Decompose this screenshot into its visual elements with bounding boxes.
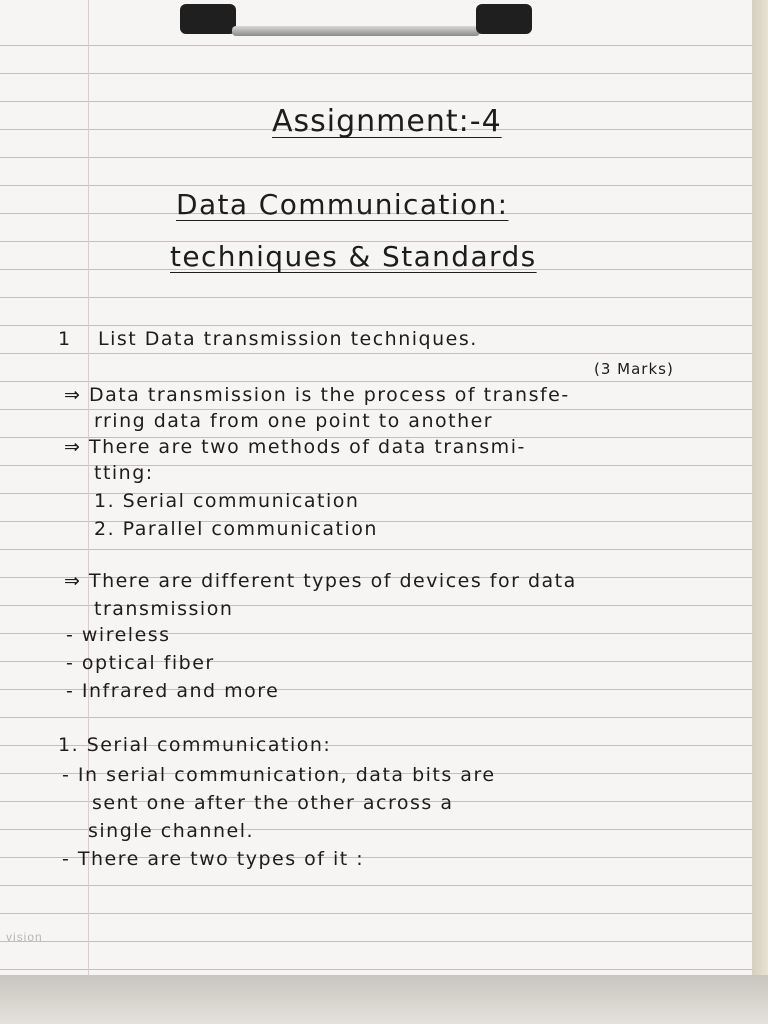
note-line: ⇒ There are two methods of data transmi- xyxy=(64,436,526,458)
clip-bar xyxy=(232,26,480,36)
note-line: - wireless xyxy=(66,624,171,646)
note-line: 2. Parallel communication xyxy=(94,518,378,540)
note-line: - Infrared and more xyxy=(66,680,280,702)
note-line: single channel. xyxy=(88,820,255,842)
subtitle-line-2: techniques & Standards xyxy=(170,240,537,273)
clip-knob-left xyxy=(180,4,236,34)
corner-stamp: vision xyxy=(6,930,43,944)
note-line: 1. Serial communication: xyxy=(58,734,332,756)
question-number: 1 xyxy=(58,328,72,350)
clipboard-bottom-edge xyxy=(0,975,768,1024)
note-line: ⇒ There are different types of devices for data xyxy=(64,570,577,592)
subtitle-line-1: Data Communication: xyxy=(176,188,509,221)
assignment-title: Assignment:-4 xyxy=(272,104,502,139)
clipboard-clip xyxy=(176,0,536,52)
question-text: List Data transmission techniques. xyxy=(98,328,478,350)
note-line: - There are two types of it : xyxy=(62,848,365,870)
note-line: tting: xyxy=(94,462,154,484)
clip-knob-right xyxy=(476,4,532,34)
note-line: transmission xyxy=(94,598,234,620)
question-marks: (3 Marks) xyxy=(594,360,674,378)
note-line: ⇒ Data transmission is the process of transfe- xyxy=(64,384,570,406)
note-line: - optical fiber xyxy=(66,652,215,674)
note-line: sent one after the other across a xyxy=(92,792,454,814)
note-line: 1. Serial communication xyxy=(94,490,360,512)
clipboard-right-edge xyxy=(752,0,768,1024)
note-line: rring data from one point to another xyxy=(94,410,494,432)
note-line: - In serial communication, data bits are xyxy=(62,764,496,786)
